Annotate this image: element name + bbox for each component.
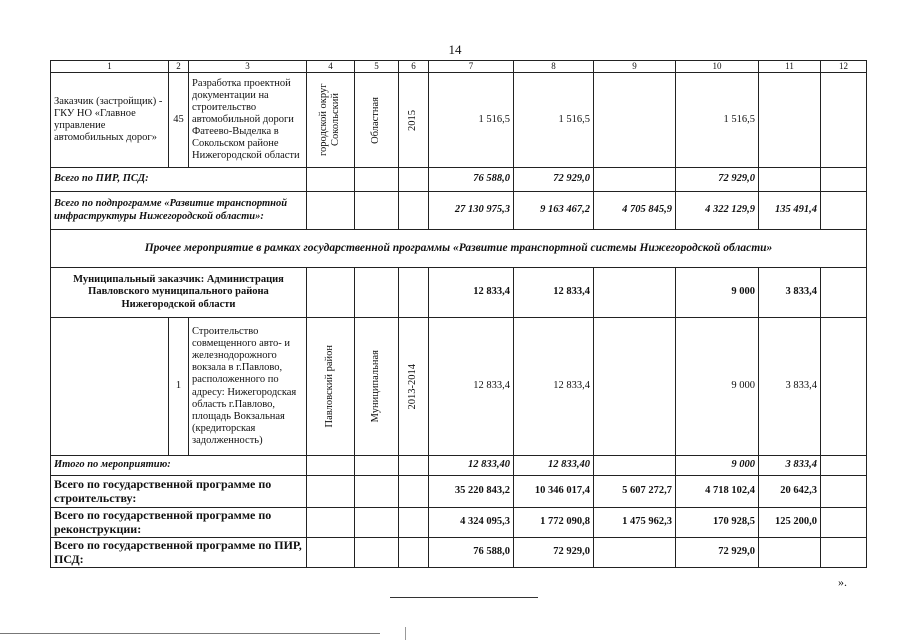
empty-cell [355,168,399,192]
district-text: городской округ Сокольский [318,83,342,157]
value-cell-9 [594,268,676,318]
value-cell-8: 12 833,4 [514,268,594,318]
value-cell-8: 72 929,0 [514,538,594,568]
header-cell: 12 [821,61,867,73]
header-cell: 8 [514,61,594,73]
empty-cell [821,456,867,476]
total-label: Всего по ПИР, ПСД: [51,168,307,192]
value-cell-8: 1 516,5 [514,73,594,168]
value-cell-8: 10 346 017,4 [514,476,594,508]
district-text: Павловский район [324,345,336,428]
empty-cell [399,538,429,568]
empty-cell [355,476,399,508]
empty-cell [307,508,355,538]
value-cell-8: 12 833,4 [514,318,594,456]
level-text: Областная [370,96,382,144]
table-row-total-construction [51,476,867,508]
value-cell-9: 1 475 962,3 [594,508,676,538]
value-cell-7: 12 833,40 [429,456,514,476]
header-cell: 7 [429,61,514,73]
empty-cell [51,318,169,456]
empty-cell [399,456,429,476]
table-row-project [51,318,867,456]
table-row-total-event [51,456,867,476]
value-cell-12 [821,73,867,168]
table-row-total-reconstruction [51,508,867,538]
value-cell-11: 3 833,4 [759,268,821,318]
value-cell-9 [594,73,676,168]
empty-cell [307,168,355,192]
footnote-separator-line [390,597,538,598]
section-title: Прочее мероприятие в рамках государственной программы «Развитие транспортной системы Нижегородской области» [51,230,867,268]
year-cell [399,318,429,456]
empty-cell [821,318,867,456]
value-cell-9: 4 705 845,9 [594,192,676,230]
empty-cell [307,456,355,476]
item-number-cell: 1 [169,318,189,456]
value-cell-7: 76 588,0 [429,538,514,568]
value-cell-10: 72 929,0 [676,168,759,192]
page-edge-tick [405,627,406,640]
header-cell: 9 [594,61,676,73]
value-cell-11 [759,538,821,568]
empty-cell [821,168,867,192]
value-cell-11 [759,73,821,168]
table-row-customer [51,73,867,168]
item-number-cell: 45 [169,73,189,168]
value-cell-9 [594,456,676,476]
year-cell [399,73,429,168]
district-cell [307,318,355,456]
empty-cell [307,268,355,318]
total-label: Всего по государственной программе по реконструкции: [51,508,307,538]
empty-cell [399,268,429,318]
value-cell-7: 27 130 975,3 [429,192,514,230]
empty-cell [399,168,429,192]
value-cell-11: 20 642,3 [759,476,821,508]
header-cell: 5 [355,61,399,73]
level-cell [355,318,399,456]
header-row [51,61,867,73]
value-cell-10: 9 000 [676,456,759,476]
empty-cell [821,268,867,318]
empty-cell [821,538,867,568]
municipal-customer-label: Муниципальный заказчик: Администрация Павловского муниципального района Нижегородской области [51,268,307,318]
empty-cell [355,456,399,476]
total-label: Всего по государственной программе по ПИР, ПСД: [51,538,307,568]
value-cell-9 [594,318,676,456]
value-cell-7: 1 516,5 [429,73,514,168]
year-text: 2015 [407,109,419,131]
header-cell: 11 [759,61,821,73]
empty-cell [355,538,399,568]
level-cell [355,73,399,168]
district-cell [307,73,355,168]
object-name-cell: Разработка проектной документации на строительство автомобильной дороги Фатеево-Выделка в Сокольском районе Нижегородской области [189,73,307,168]
page-number: 14 [448,42,462,57]
empty-cell [399,508,429,538]
value-cell-7: 35 220 843,2 [429,476,514,508]
value-cell-10: 4 718 102,4 [676,476,759,508]
empty-cell [821,192,867,230]
value-cell-7: 12 833,4 [429,318,514,456]
value-cell-11: 3 833,4 [759,456,821,476]
total-label: Всего по подпрограмме «Развитие транспортной инфраструктуры Нижегородской области»: [51,192,307,230]
document-table [50,60,867,568]
value-cell-10: 1 516,5 [676,73,759,168]
header-cell: 4 [307,61,355,73]
empty-cell [307,538,355,568]
total-label: Итого по мероприятию: [51,456,307,476]
empty-cell [307,476,355,508]
closing-quote-mark: ». [838,575,847,589]
value-cell-10: 170 928,5 [676,508,759,538]
year-text: 2013-2014 [407,363,419,410]
empty-cell [355,192,399,230]
header-cell: 3 [189,61,307,73]
value-cell-11 [759,168,821,192]
header-cell: 10 [676,61,759,73]
value-cell-10: 72 929,0 [676,538,759,568]
table-row-total-pir [51,168,867,192]
empty-cell [821,476,867,508]
customer-cell: Заказчик (застройщик) - ГКУ НО «Главное управление автомобильных дорог» [51,73,169,168]
empty-cell [355,268,399,318]
empty-cell [821,508,867,538]
object-name-cell: Строительство совмещенного авто- и железнодорожного вокзала в г.Павлово, расположенного по адресу: Нижегородская область г.Павлово, площадь Вокзальная (кредиторская задолженность) [189,318,307,456]
table-row-total-program-pir [51,538,867,568]
section-title-row [51,230,867,268]
value-cell-8: 1 772 090,8 [514,508,594,538]
value-cell-7: 4 324 095,3 [429,508,514,538]
value-cell-11: 3 833,4 [759,318,821,456]
value-cell-11: 125 200,0 [759,508,821,538]
value-cell-8: 9 163 467,2 [514,192,594,230]
value-cell-7: 12 833,4 [429,268,514,318]
empty-cell [307,192,355,230]
value-cell-8: 12 833,40 [514,456,594,476]
table-row-municipal-customer [51,268,867,318]
header-cell: 2 [169,61,189,73]
value-cell-9 [594,538,676,568]
value-cell-9: 5 607 272,7 [594,476,676,508]
empty-cell [399,192,429,230]
empty-cell [355,508,399,538]
header-cell: 6 [399,61,429,73]
value-cell-7: 76 588,0 [429,168,514,192]
level-text: Муниципальная [370,350,382,423]
header-cell: 1 [51,61,169,73]
value-cell-8: 72 929,0 [514,168,594,192]
value-cell-9 [594,168,676,192]
value-cell-10: 4 322 129,9 [676,192,759,230]
value-cell-11: 135 491,4 [759,192,821,230]
value-cell-10: 9 000 [676,318,759,456]
table-row-total-subprogram [51,192,867,230]
page-edge-line [0,633,380,634]
empty-cell [399,476,429,508]
value-cell-10: 9 000 [676,268,759,318]
total-label: Всего по государственной программе по строительству: [51,476,307,508]
